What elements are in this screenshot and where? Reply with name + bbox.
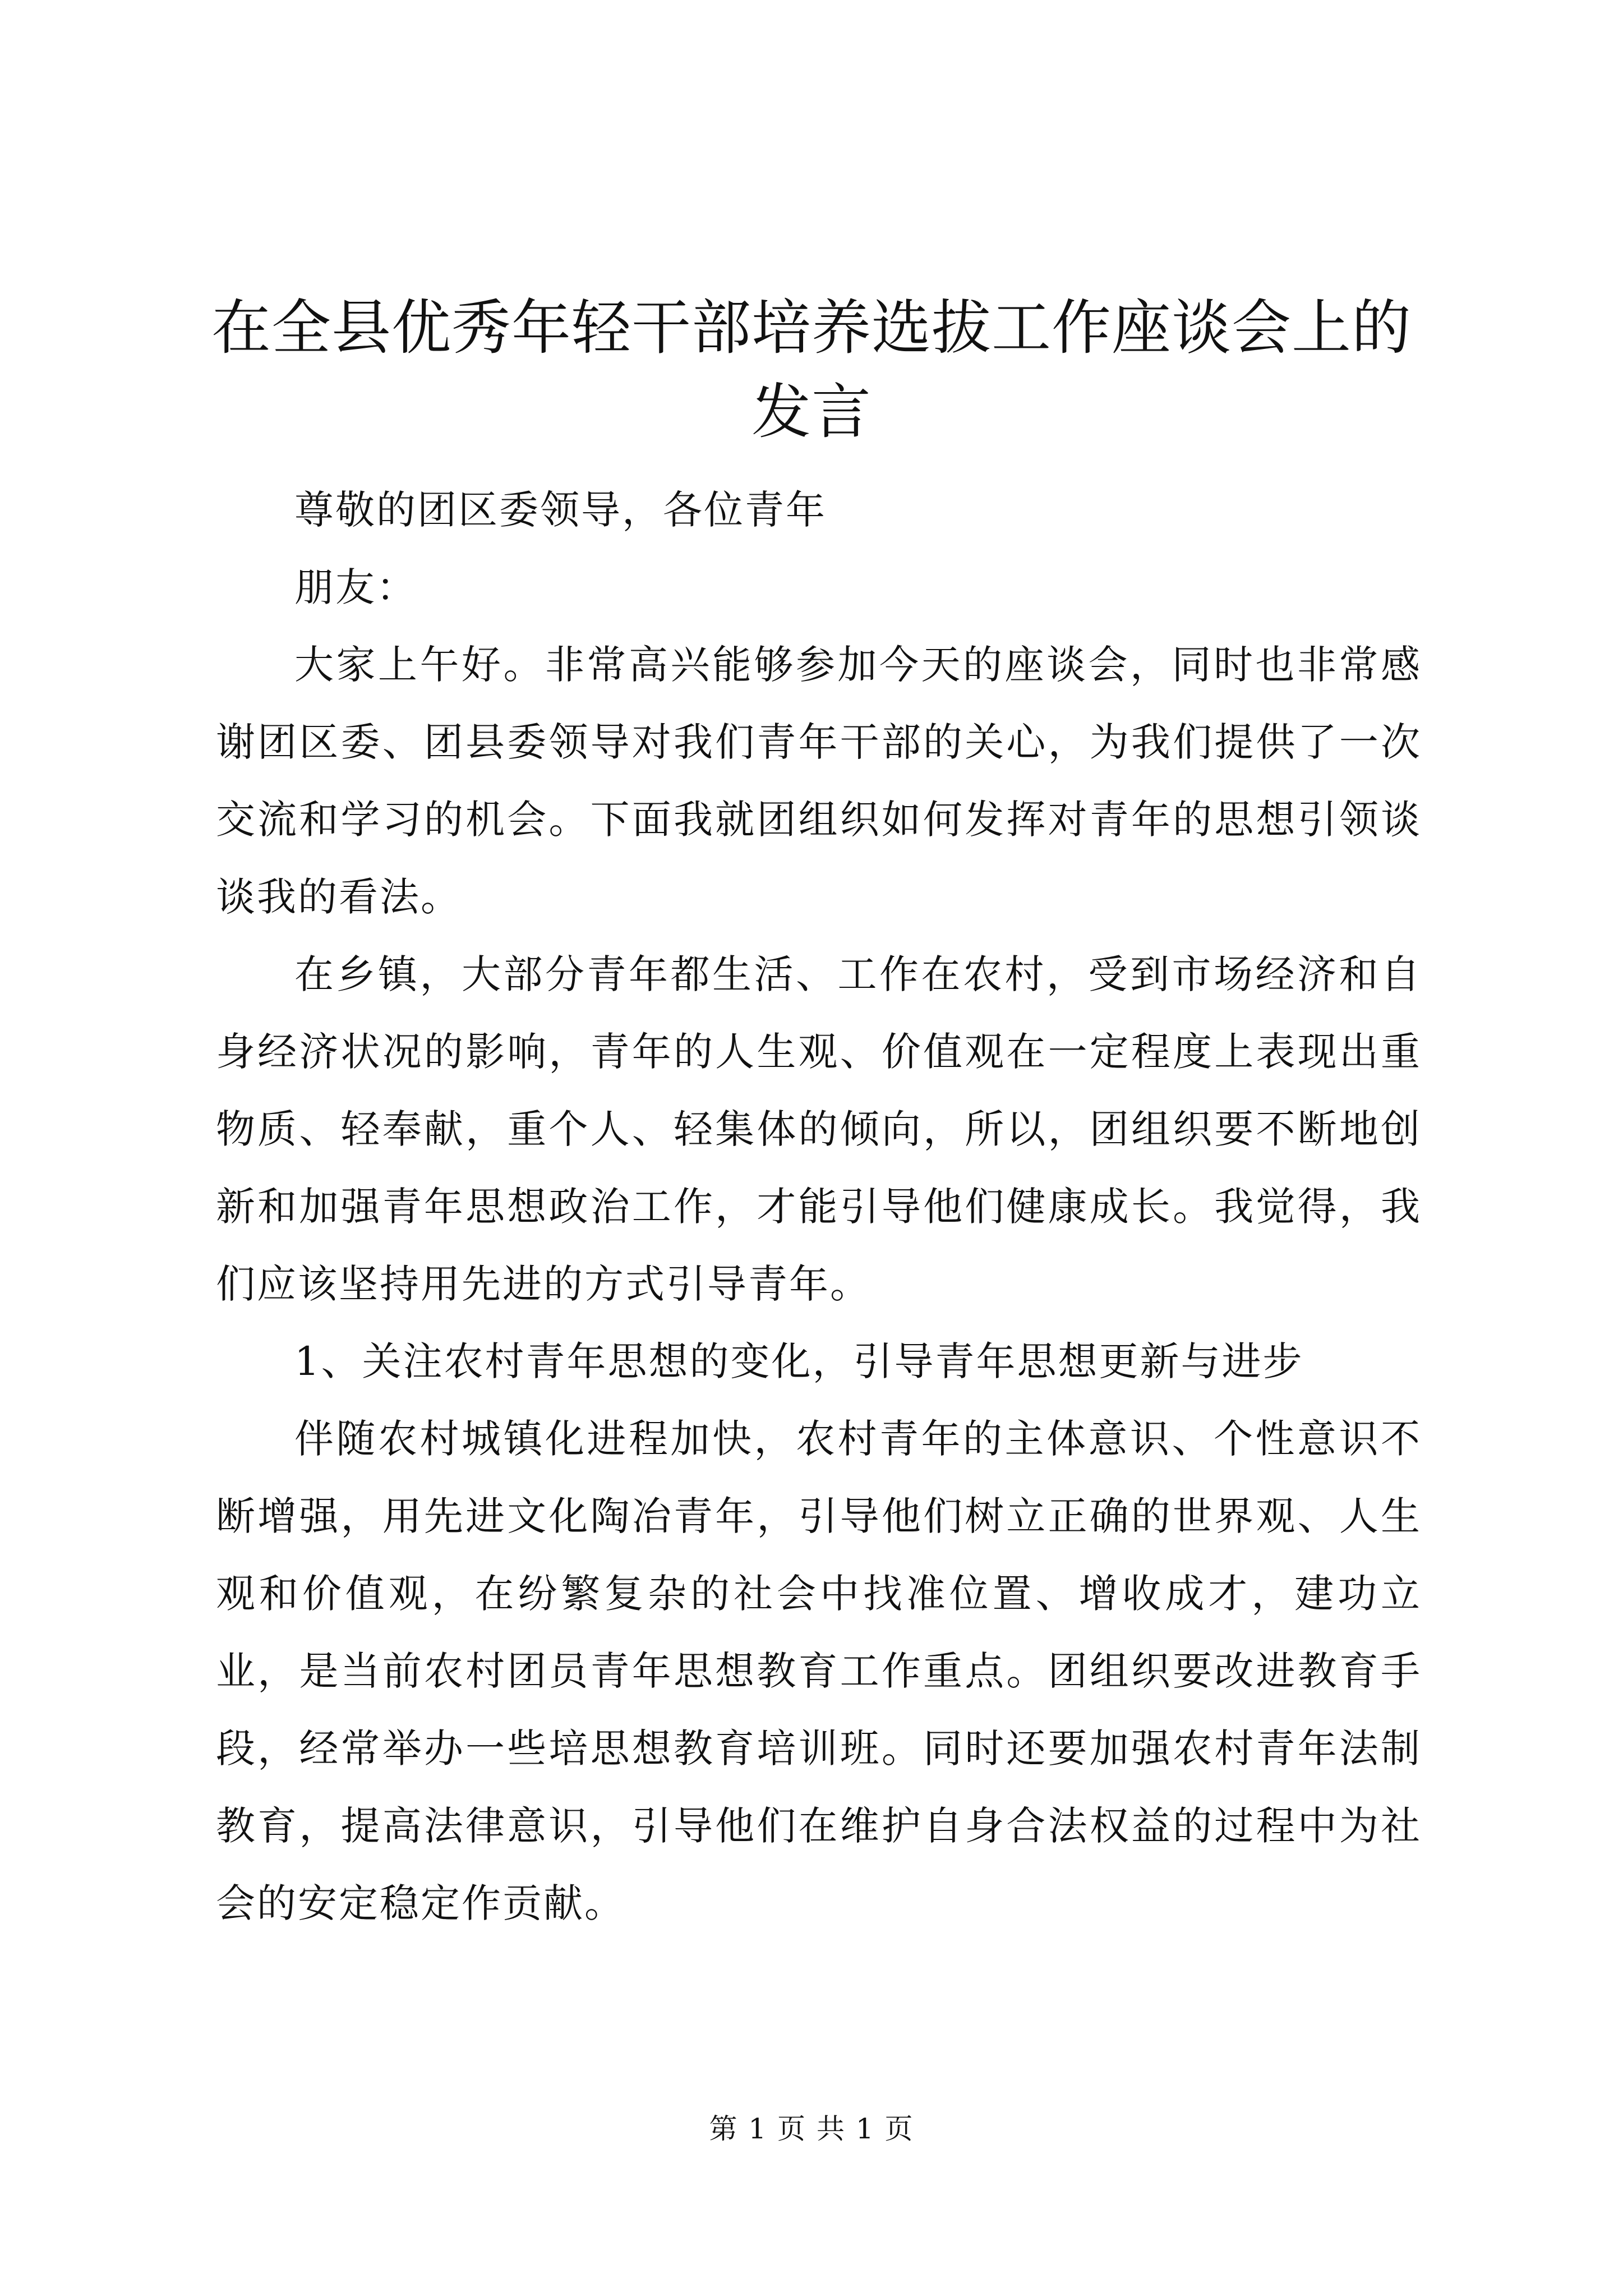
paragraph-context: 在乡镇，大部分青年都生活、工作在农村，受到市场经济和自身经济状况的影响，青年的人生观、价值观在一定程度上表现出重物质、轻奉献，重个人、轻集体的倾向，所以，团组织要不断地创新和加强青年思想政治工作，才能引导他们健康成长。我觉得，我们应该坚持用先进的方式引导青年。 xyxy=(216,951,1422,1307)
document-title: 在全县优秀年轻干部培养选拔工作座谈会上的发言 xyxy=(211,293,1412,447)
paragraph-section-1: 伴随农村城镇化进程加快，农村青年的主体意识、个性意识不断增强，用先进文化陶冶青年，引导他们树立正确的世界观、人生观和价值观，在纷繁复杂的社会中找准位置、增收成才，建功立业，是当前农村团员青年思想教育工作重点。团组织要改进教育手段，经常举办一些培思想教育培训班。同时还要加强农村青年法制教育，提高法律意识，引导他们在维护自身合法权益的过程中为社会的安定稳定作贡献。 xyxy=(216,1416,1422,1926)
document-body xyxy=(216,471,1422,1942)
salutation-line-2: 朋友： xyxy=(294,564,417,610)
salutation-line-1: 尊敬的团区委领导，各位青年 xyxy=(294,487,827,533)
paragraph-greeting: 大家上午好。非常高兴能够参加今天的座谈会，同时也非常感谢团区委、团县委领导对我们青年干部的关心，为我们提供了一次交流和学习的机会。下面我就团组织如何发挥对青年的思想引领谈谈我的看法。 xyxy=(216,642,1422,920)
section-heading-1: 1、关注农村青年思想的变化，引导青年思想更新与进步 xyxy=(294,1338,1304,1384)
page-footer: 第 1 页 共 1 页 xyxy=(709,2113,914,2145)
